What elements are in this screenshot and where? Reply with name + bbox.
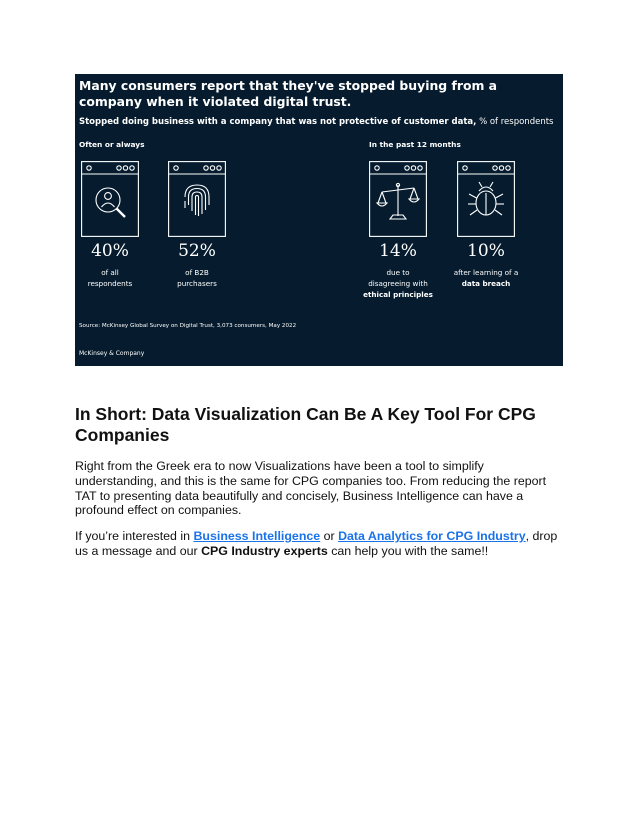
magnifier-person-icon (96, 188, 125, 217)
group-label-past-12-months: In the past 12 months (369, 140, 461, 149)
desc-line: due to (386, 268, 410, 277)
desc-line: of B2B (185, 268, 209, 277)
infographic-subtitle (79, 117, 559, 128)
scales-icon (377, 183, 419, 219)
desc-ethical-principles (356, 267, 440, 300)
paragraph-intro: Right from the Greek era to now Visualizations have been a tool to simplify understanding, and this is the same for CPG companies too. From reducing the report TAT to presenting data beautifully and concisely, Business Intelligence can have a profound effect on companies. (75, 459, 547, 518)
desc-line: respondents (87, 279, 133, 288)
section-heading: In Short: Data Visualization Can Be A Key Tool For CPG Companies (75, 404, 536, 445)
group-label-often: Often or always (79, 140, 145, 149)
survey-infographic (75, 74, 563, 366)
desc-bold: ethical principles (363, 290, 433, 299)
cta-text: If you’re interested in (75, 529, 194, 543)
desc-b2b-purchasers (155, 267, 239, 289)
value-data-breach: 10% (467, 241, 505, 261)
bug-icon (468, 182, 504, 215)
value-ethical-principles: 14% (379, 241, 417, 261)
desc-line: after learning of a (453, 268, 519, 277)
paragraph-cta (75, 529, 567, 559)
infographic-title: Many consumers report that they've stopped buying from a company when it violated digital trust. (79, 78, 498, 109)
subtitle-rest: % of respondents (476, 117, 554, 127)
desc-line: purchasers (177, 279, 217, 288)
subtitle-bold: Stopped doing business with a company that was not protective of customer data, (79, 117, 477, 127)
cta-text: or (320, 529, 339, 543)
business-intelligence-link[interactable]: Business Intelligence (193, 529, 321, 543)
card-all-respondents (81, 161, 139, 237)
cta-bold-text: CPG Industry experts (201, 543, 328, 558)
cta-text: can help you with the same!! (327, 543, 489, 558)
desc-all-respondents (68, 267, 152, 289)
value-all-respondents: 40% (91, 241, 129, 261)
desc-bold: data breach (461, 279, 511, 288)
data-analytics-cpg-link[interactable]: Data Analytics for CPG Industry (338, 529, 526, 543)
fingerprint-icon (185, 185, 209, 216)
card-b2b-purchasers (168, 161, 226, 237)
infographic-brand: McKinsey & Company (79, 350, 145, 357)
infographic-source: Source: McKinsey Global Survey on Digital Trust, 3,073 consumers, May 2022 (79, 323, 297, 329)
desc-data-breach (444, 267, 528, 289)
value-b2b-purchasers: 52% (178, 241, 216, 261)
card-ethical-principles (369, 161, 427, 237)
desc-line: disagreeing with (368, 279, 428, 288)
desc-line: of all (101, 268, 119, 277)
card-data-breach (457, 161, 515, 237)
cta-text: , drop us a message and our (75, 529, 558, 558)
